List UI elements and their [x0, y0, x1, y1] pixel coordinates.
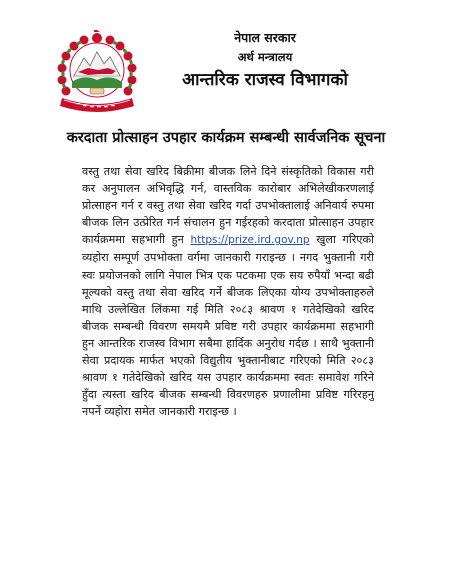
notice-body	[82, 163, 374, 420]
letterhead	[140, 30, 390, 91]
notice-body-text-1: वस्तु तथा सेवा खरिद बिक्रीमा बीजक लिने दिने संस्कृतिको विकास गरी कर अनुपालन अभिवृद्धि गर्न, वास्तविक कारोबार अभिलेखीकरणलाई प्रोत्साहन गर्न र वस्तु तथा सेवा खरिद गर्दा उपभोक्तालाई अनिवार्य रुपमा बीजक लिन उत्प्रेरित गर्न संचालन हुन गईरहको करदाता प्रोत्साहन उपहार कार्यक्रममा सहभागी हुन	[82, 165, 375, 247]
government-name: नेपाल सरकार	[234, 30, 296, 45]
notice-title: करदाता प्रोत्साहन उपहार कार्यक्रम सम्बन्धी सार्वजनिक सूचना	[66, 129, 386, 146]
nepal-emblem-icon	[54, 30, 140, 118]
prize-portal-link[interactable]: https://prize.ird.gov.np	[190, 234, 310, 247]
ministry-name: अर्थ मन्त्रालय	[237, 50, 293, 64]
notice-body-text-2: खुला गरिएको व्यहोरा सम्पूर्ण उपभोक्ता वर्गमा जानकारी गराइन्छ । नगद भुक्तानी गरी स्वः प्रयोजनको लागि नेपाल भित्र एक पटकमा एक सय रुपैयाँ भन्दा बढी मूल्यको वस्तु तथा सेवा खरिद गर्ने बीजक लिएका योग्य उपभोक्ताहरुले माथि उल्लेखित लिंकमा गई मिति २०८३ श्रावण १ गतेदेखिको खरिद बीजक सम्बन्धी विवरण समयमै प्रविष्ट गरी उपहार कार्यक्रममा सहभागी हुन आन्तरिक राजस्व विभाग सबैमा हार्दिक अनुरोध गर्दछ । साथै भुक्तानी सेवा प्रदायक मार्फत भएको विद्युतीय भुक्तानीबाट गरिएको मिति २०८३ श्रावण १ गतेदेखिको खरिद यस उपहार कार्यक्रममा स्वतः समावेश गरिने हुँदा त्यस्ता खरिद बीजक सम्बन्धी विवरणहरु प्रणालीमा प्रविष्ट गरिरहनु नपर्ने व्यहोरा समेत जानकारी गराइन्छ ।	[82, 233, 374, 419]
department-name: आन्तरिक राजस्व विभागको	[182, 70, 348, 90]
